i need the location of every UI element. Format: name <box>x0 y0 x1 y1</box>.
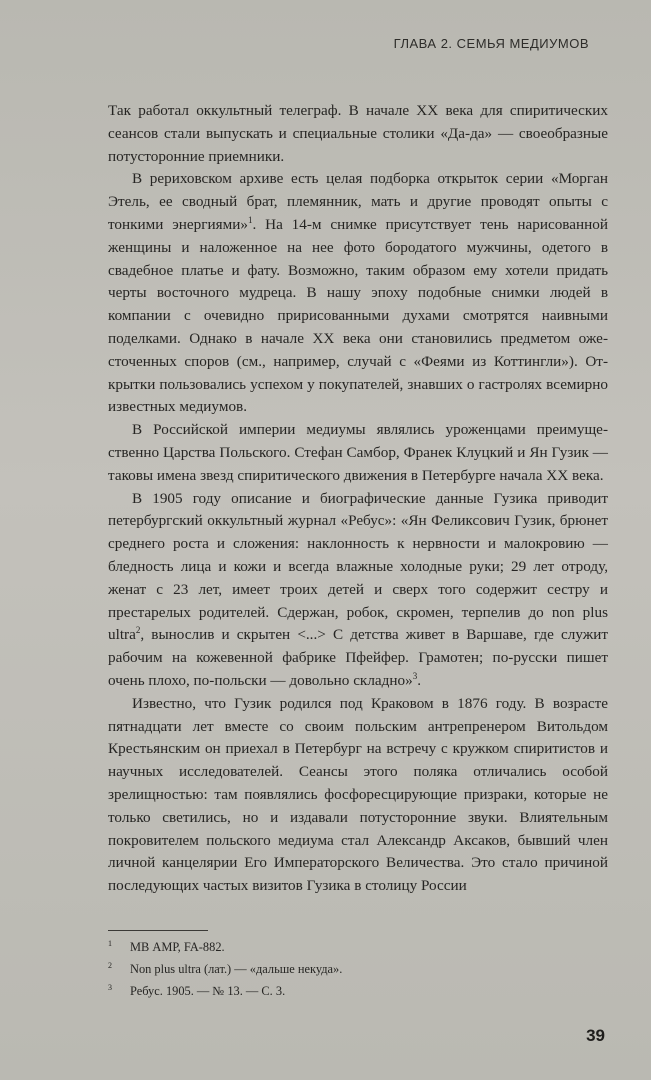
footnote-text: Ребус. 1905. — № 13. — С. 3. <box>130 984 286 998</box>
paragraph-text: Так работал оккультный телеграф. В начале XX века для спиритических сеансов стали выпускать и специальные столики «Да-да» — своеобразные потусторонние приемники. <box>108 102 608 165</box>
paragraph-text: В 1905 году описание и биографические данные Гузика приводит петербургский оккультный журнал «Ребус»: «Ян Феликсович Гузик, брюнет среднего роста и сложения: наклонность к нервности и малокровию — бледность лица и кожи и всегда влажные холодные руки; 29 лет отроду, женат с 23 лет, имеет троих детей и сверх того содержит сестру и престарелых родителей. Сдержан, робок, скромен, терпелив до non plus ultra <box>108 489 608 644</box>
footnote-number: 2 <box>108 961 112 970</box>
footnote-1 <box>108 936 608 958</box>
paragraph-text: В Российской империи медиумы являлись уроженцами преимущественно Царства Польского. Стефан Самбор, Франек Клуцкий и Ян Гузик — таковы имена звезд спиритического движения в Петербурге начала XX века. <box>108 421 608 484</box>
footnote-separator <box>108 930 208 931</box>
paragraph-text: , вынослив и скрытен <...> С детства живет в Варшаве, где служит рабочим на кожевенной фабрике Пфейфер. Грамотен; по-русски пишет очень плохо, по-польски — довольно складно» <box>108 626 608 689</box>
paragraph-text: Известно, что Гузик родился под Краковом в 1876 году. В возрасте пятнадцати лет вместе со своим польским антрепренером Витольдом Крестьянским он приехал в Петербург на встречу с кружком спиритистов и научных исследователей. Сеансы этого поляка отличались особой зрелищностью: там появлялись фосфоресцирующие призраки, которые не только светились, но и издавали потусторонние звуки. Влиятельным покровителем польского медиума стал Александр Аксаков, бывший член личной канцелярии Его Императорского Величества. Это стало причиной последующих частых визитов Гузика в столицу России <box>108 694 608 895</box>
footnote-number: 1 <box>108 939 112 948</box>
footnote-text: МВ АМР, FA-882. <box>130 940 225 954</box>
footnote-3 <box>108 980 608 1002</box>
paragraph-text: . На 14-м снимке присутствует тень нарисованной женщины и наложенное на нее фото бородатого мужчины, одетого в свадебное платье и фату. Возможно, таким образом ему хотели придать черты восточного мудреца. В нашу эпоху подобные снимки людей в компании с очевидно пририсованными духами смотрятся наивными поделками. Однако в начале XX века они становились предметом ожесточенных споров (см., например, случай с «Феями из Коттингли»). Открытки пользовались успехом у покупателей, знавших о гастролях всемирно известных медиумов. <box>108 215 608 416</box>
footnote-2 <box>108 958 608 980</box>
page-number: 39 <box>586 1026 605 1045</box>
running-head: ГЛАВА 2. СЕМЬЯ МЕДИУМОВ <box>393 36 589 51</box>
footnote-text: Non plus ultra (лат.) — «дальше некуда». <box>130 962 343 976</box>
footnote-ref-1[interactable]: 1 <box>247 214 253 225</box>
paragraph-text: В рериховском архиве есть целая подборка открыток серии «Морган Этель, ее сводный брат, племянник, мать и другие проводят опыты с тонкими энергиями» <box>108 170 608 233</box>
paragraph-4 <box>108 488 608 693</box>
paragraph-1 <box>108 100 608 168</box>
paragraph-2 <box>108 168 608 419</box>
footnote-ref-2[interactable]: 2 <box>135 625 141 636</box>
paragraph-3 <box>108 419 608 487</box>
footnote-ref-3[interactable]: 3 <box>412 670 418 681</box>
footnotes <box>108 936 608 1002</box>
paragraph-5 <box>108 693 608 898</box>
footnote-number: 3 <box>108 983 112 992</box>
paragraph-text: . <box>417 671 421 689</box>
body-text <box>108 100 608 898</box>
